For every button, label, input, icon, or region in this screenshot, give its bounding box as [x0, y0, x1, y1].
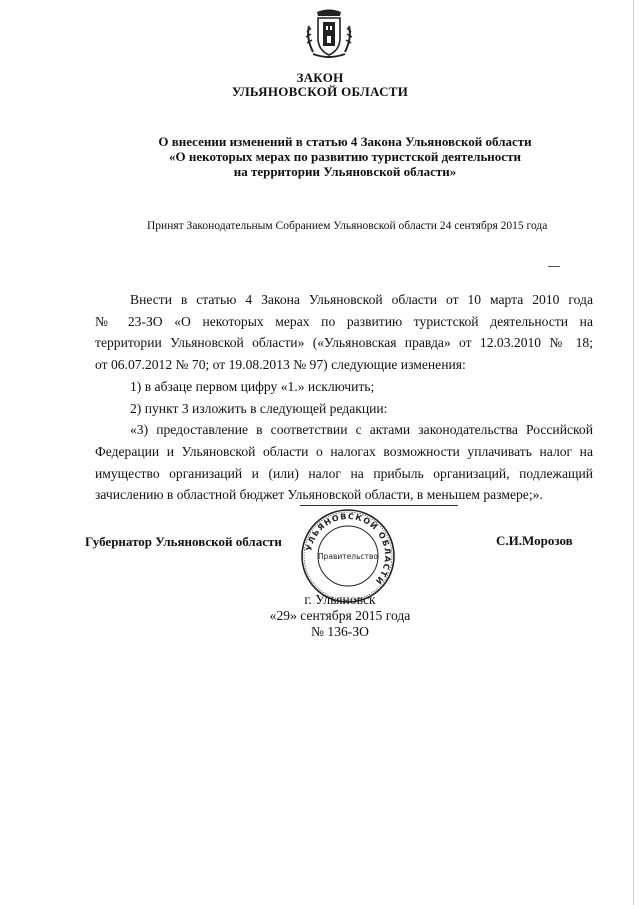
paragraph-1-line: Внести в статью 4 Закона Ульяновской области от 10 марта 2010 года	[130, 292, 593, 307]
adoption-note: Принят Законодательным Собранием Ульяновской области 24 сентября 2015 года	[147, 220, 548, 232]
amendment-item-2: 2) пункт 3 изложить в следующей редакции:	[130, 400, 388, 416]
new-clause-line: «3) предоставление в соответствии с актами законодательства Российской	[130, 422, 593, 438]
region-heading: УЛЬЯНОВСКОЙ ОБЛАСТИ	[231, 84, 409, 99]
paragraph-1-line: № 23-ЗО «О некоторых мерах по развитию туристской деятельности на	[95, 313, 593, 329]
margin-mark	[548, 266, 560, 267]
paragraph-1-line: от 06.07.2012 № 70; от 19.08.2013 № 97) следующие изменения:	[95, 357, 466, 373]
seal-ring-text: УЛЬЯНОВСКОЙ ОБЛАСТИ	[304, 511, 393, 587]
law-heading: ЗАКОН	[296, 70, 344, 85]
subject-line-2: «О некоторых мерах по развитию туристской деятельности	[169, 149, 521, 164]
subject-line-3: на территории Ульяновской области»	[233, 164, 457, 179]
city: г. Ульяновск	[304, 592, 376, 607]
new-clause-line: зачислению в областной бюджет Ульяновской области, в меньшем размере;».	[95, 487, 543, 503]
governor-name: С.И.Морозов	[496, 533, 573, 548]
subject-line-1: О внесении изменений в статью 4 Закона Ульяновской области	[158, 134, 532, 149]
law-number: № 136-ЗО	[311, 624, 369, 639]
new-clause-line: Федерации и Ульяновской области о налогах возможности уплачивать налог на	[95, 443, 593, 459]
seal-center-text: Правительство	[318, 552, 378, 561]
paragraph-1-line: территории Ульяновской области» («Ульяновская правда» от 12.03.2010 № 18;	[95, 335, 593, 351]
new-clause-line: имущество организаций и (или) налог на прибыль организаций, подлежащий	[95, 465, 593, 481]
paragraph-1	[95, 289, 593, 506]
coat-of-arms-emblem	[303, 8, 355, 60]
governor-title: Губернатор Ульяновской области	[85, 534, 282, 549]
signing-date: «29» сентября 2015 года	[269, 608, 411, 623]
official-seal-stamp	[298, 506, 398, 606]
amendment-item-1: 1) в абзаце первом цифру «1.» исключить;	[130, 378, 375, 394]
